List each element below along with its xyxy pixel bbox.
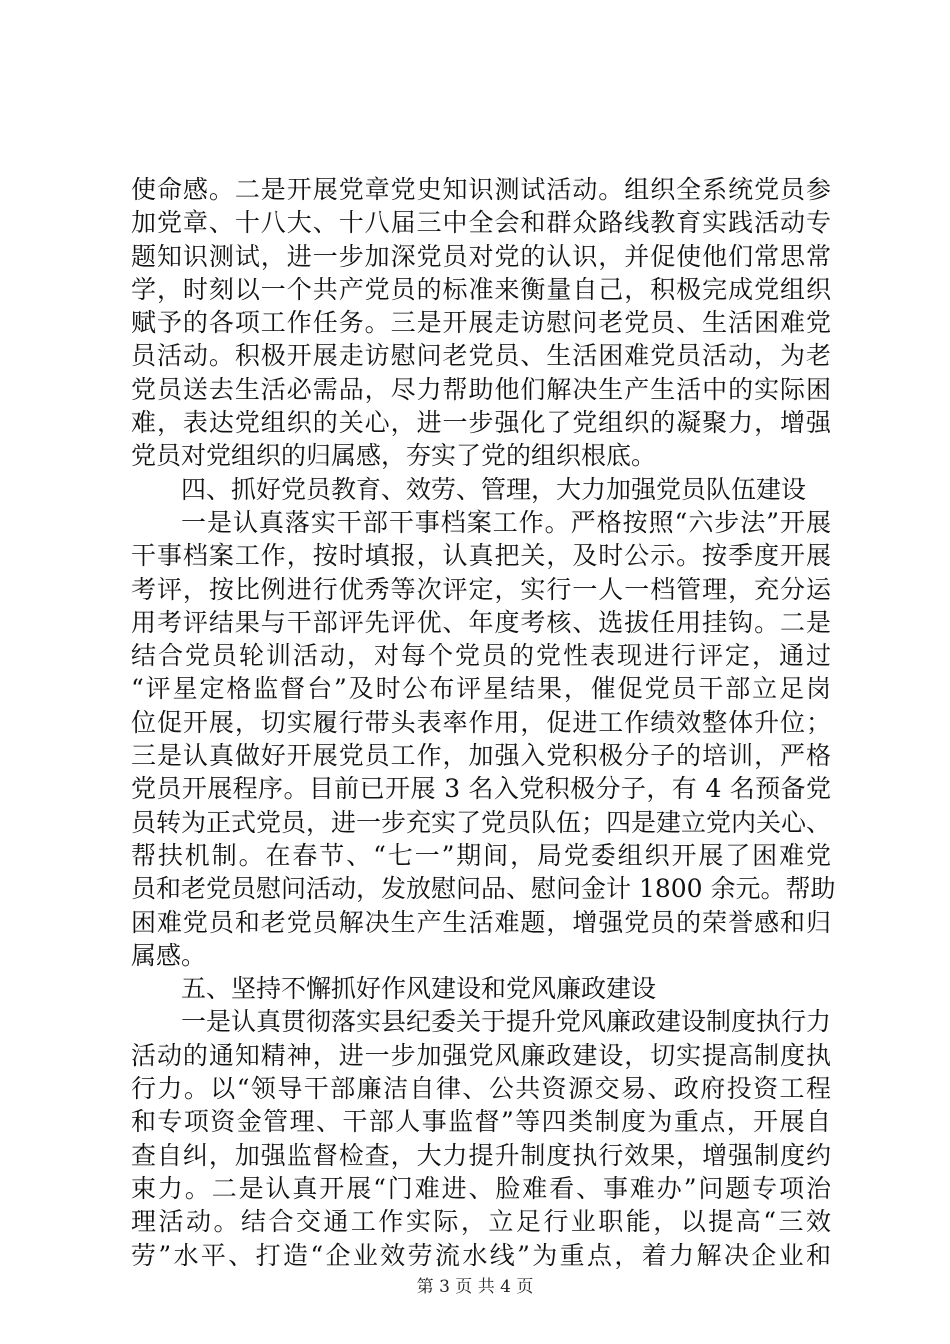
text-line: 五、坚持不懈抓好作风建设和党风廉政建设 xyxy=(181,974,657,1004)
text-line: 四、抓好党员教育、效劳、管理，大力加强党员队伍建设 xyxy=(181,474,807,504)
text-line: 困难党员和老党员解决生产生活难题，增强党员的荣誉感和归 xyxy=(131,907,831,937)
text-line: 一是认真贯彻落实县纪委关于提升党风廉政建设制度执行力 xyxy=(181,1007,832,1037)
text-line: 属感。 xyxy=(131,940,207,970)
text-line: 干事档案工作，按时填报，认真把关，及时公示。按季度开展 xyxy=(131,541,831,571)
text-line: 行力。以“领导干部廉洁自律、公共资源交易、政府投资工程 xyxy=(131,1074,831,1104)
text-line: 考评，按比例进行优秀等次评定，实行一人一档管理，充分运 xyxy=(131,574,831,604)
page-footer: 第 3 页 共 4 页 xyxy=(416,1277,534,1297)
text-line: 劳”水平、打造“企业效劳流水线”为重点，着力解决企业和 xyxy=(131,1240,831,1270)
text-line: 员转为正式党员，进一步充实了党员队伍；四是建立党内关心、 xyxy=(131,807,832,837)
text-line: 三是认真做好开展党员工作，加强入党积极分子的培训，严格 xyxy=(131,741,831,771)
text-line: 党员对党组织的归属感，夯实了党的组织根底。 xyxy=(131,441,657,471)
text-line: 加党章、十八大、十八届三中全会和群众路线教育实践活动专 xyxy=(131,208,831,238)
text-line: 题知识测试，进一步加深党员对党的认识，并促使他们常思常 xyxy=(131,241,831,271)
text-line: 赋予的各项工作任务。三是开展走访慰问老党员、生活困难党 xyxy=(131,308,831,338)
text-line: 位促开展，切实履行带头表率作用，促进工作绩效整体升位； xyxy=(131,707,831,737)
text-line: 使命感。二是开展党章党史知识测试活动。组织全系统党员参 xyxy=(131,175,831,204)
text-line: 活动的通知精神，进一步加强党风廉政建设，切实提高制度执 xyxy=(131,1040,831,1070)
document-body xyxy=(131,173,836,1272)
text-line: 理活动。结合交通工作实际，立足行业职能，以提高“三效 xyxy=(131,1207,831,1237)
text-line: 和专项资金管理、干部人事监督”等四类制度为重点，开展自 xyxy=(131,1107,831,1137)
text-line: 党员开展程序。目前已开展 3 名入党积极分子，有 4 名预备党 xyxy=(131,774,831,804)
text-line: 帮扶机制。在春节、“七一”期间，局党委组织开展了困难党 xyxy=(131,840,831,870)
text-line: “评星定格监督台”及时公布评星结果，催促党员干部立足岗 xyxy=(131,674,831,704)
text-line: 员活动。积极开展走访慰问老党员、生活困难党员活动，为老 xyxy=(131,341,831,371)
text-line: 学，时刻以一个共产党员的标准来衡量自己，积极完成党组织 xyxy=(131,274,831,304)
text-line: 束力。二是认真开展“门难进、脸难看、事难办”问题专项治 xyxy=(131,1173,831,1203)
text-line: 难，表达党组织的关心，进一步强化了党组织的凝聚力，增强 xyxy=(131,408,831,438)
text-line: 用考评结果与干部评先评优、年度考核、选拔任用挂钩。二是 xyxy=(131,607,831,637)
text-line: 员和老党员慰问活动，发放慰问品、慰问金计 1800 余元。帮助 xyxy=(131,874,836,904)
text-line: 查自纠，加强监督检查，大力提升制度执行效果，增强制度约 xyxy=(131,1140,831,1170)
text-line: 党员送去生活必需品，尽力帮助他们解决生产生活中的实际困 xyxy=(131,374,831,404)
text-line: 一是认真落实干部干事档案工作。严格按照“六步法”开展 xyxy=(181,507,831,537)
text-line: 结合党员轮训活动，对每个党员的党性表现进行评定，通过 xyxy=(131,641,831,671)
